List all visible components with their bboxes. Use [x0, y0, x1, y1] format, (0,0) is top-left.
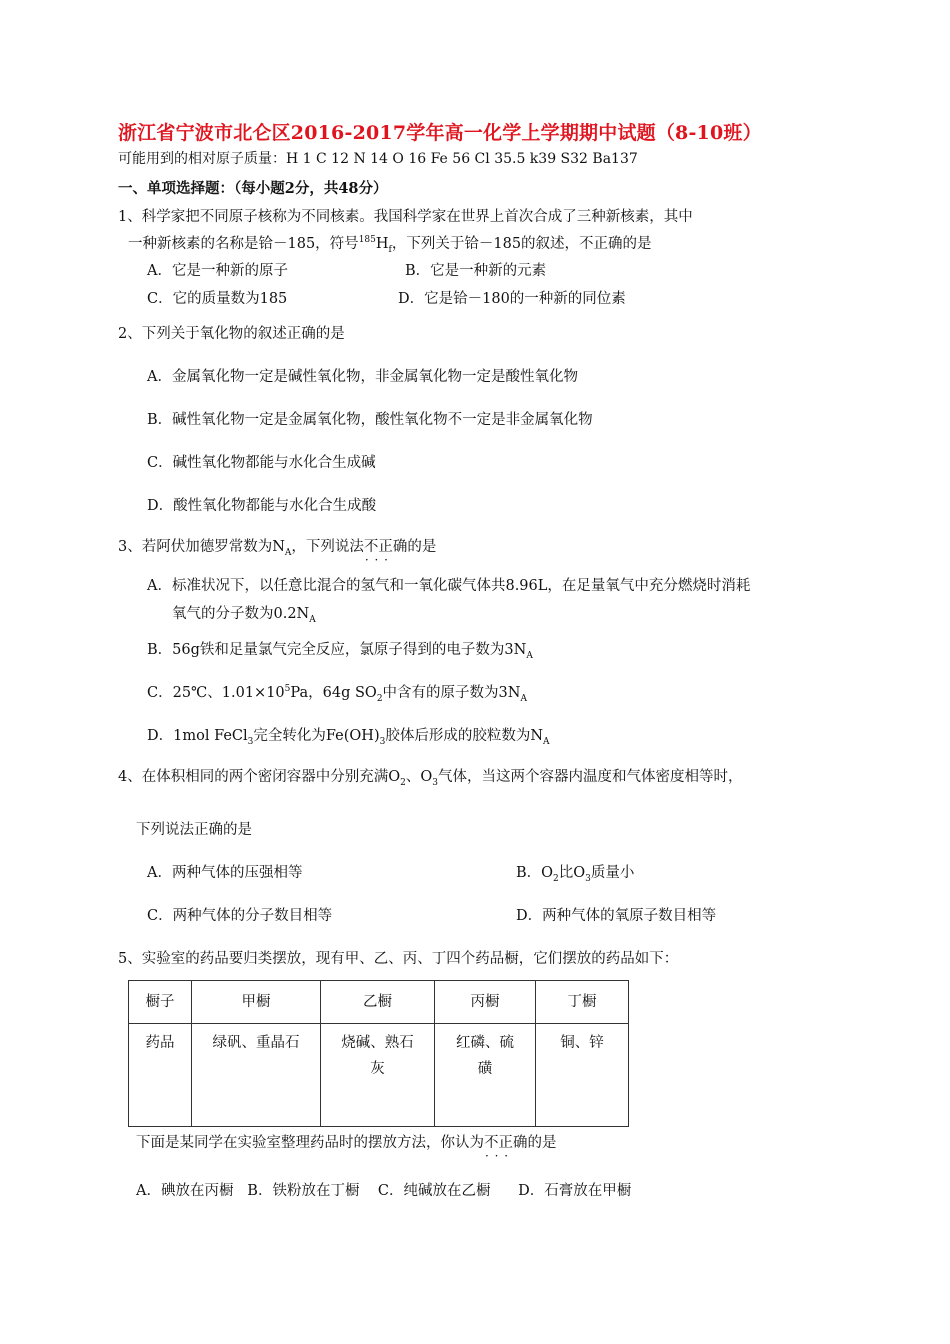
exam-title: 浙江省宁波市北仑区2016-2017学年高一化学上学期期中试题（8-10班）: [118, 122, 762, 144]
q2-option-c: C．碱性氧化物都能与水化合生成碱: [147, 455, 376, 471]
atomic-masses-line: 可能用到的相对原子质量：H 1 C 12 N 14 O 16 Fe 56 Cl 35.5 k39 S32 Ba137: [118, 151, 638, 167]
q3-option-d-b: 完全转化为Fe(OH): [253, 728, 380, 744]
q4-option-c: C．两种气体的分子数目相等: [147, 908, 333, 924]
table-cell: [435, 1024, 536, 1127]
q5-options: A．碘放在丙橱 B．铁粉放在丁橱 C．纯碱放在乙橱 D．石膏放在甲橱: [136, 1183, 632, 1199]
q3-option-d-sub3b: 3: [379, 736, 386, 747]
q3-option-c-b: Pa，64g SO: [290, 685, 377, 701]
q4-stem-line2: 下列说法正确的是: [136, 822, 252, 838]
table-cell-line: 磺: [477, 1061, 493, 1077]
q3-option-c-sub: A: [520, 693, 527, 704]
q1-stem-line1: 1、科学家把不同原子核称为不同核素。我国科学家在世界上首次合成了三种新核素，其中: [118, 209, 693, 225]
q5-followup-b: 的是: [527, 1135, 557, 1151]
q5-emphasis: 不正确 · · ·: [484, 1131, 528, 1152]
q1-symbol: H: [375, 236, 389, 252]
q1-stem-text-end: ，下列关于铪－185的叙述，不正确的是: [391, 236, 652, 252]
q4-option-b-a: B．O: [516, 865, 554, 881]
q4-option-a: A．两种气体的压强相等: [147, 865, 303, 881]
cabinet-table: [128, 980, 629, 1127]
q1-stem-line2: [128, 232, 652, 255]
table-header-cell: 甲橱: [192, 981, 321, 1024]
q3-option-a-text: 氧气的分子数为0.2N: [172, 606, 310, 622]
q3-option-a-sub: A: [309, 614, 316, 625]
q3-option-c-sup: 5: [284, 684, 291, 695]
q3-stem-b: ，下列说法: [291, 539, 364, 555]
table-row-label: 药品: [129, 1024, 192, 1127]
q3-option-d-c: 胶体后形成的胶粒数为N: [385, 728, 544, 744]
table-cell: [321, 1024, 435, 1127]
q3-option-c-sub2: 2: [376, 693, 383, 704]
q2-option-b: B．碱性氧化物一定是金属氧化物，酸性氧化物不一定是非金属氧化物: [147, 412, 593, 428]
q1-option-d: D．它是铪－180的一种新的同位素: [398, 291, 626, 307]
q4-option-b-sub2: 2: [553, 873, 559, 884]
q4-sub-3: 3: [432, 777, 438, 788]
q2-stem: 2、下列关于氧化物的叙述正确的是: [118, 326, 345, 342]
table-header-cell: 乙橱: [321, 981, 435, 1024]
table-header-cell: 丙橱: [435, 981, 536, 1024]
q3-option-a-line2: [172, 602, 316, 625]
q3-stem-sub: A: [284, 547, 292, 558]
table-cell-line: 灰: [370, 1061, 385, 1077]
q3-option-d-sub: A: [543, 736, 550, 747]
q4-option-b: [516, 861, 634, 884]
q4-sub-2: 2: [400, 777, 406, 788]
q3-option-b-text: B．56g铁和足量氯气完全反应，氯原子得到的电子数为3N: [147, 642, 527, 658]
q3-stem-c: 的是: [407, 539, 437, 555]
q3-stem: [118, 535, 436, 558]
q1-stem-text: 一种新核素的名称是铪－185，符号: [128, 236, 359, 252]
q3-option-c: [147, 681, 527, 704]
q4-option-b-b: 比O: [558, 865, 586, 881]
q3-emphasis: 不正确 · · ·: [364, 535, 408, 556]
q2-option-d: D．酸性氧化物都能与水化合生成酸: [147, 498, 377, 514]
q3-option-c-c: 中含有的原子数为3N: [382, 685, 521, 701]
q3-option-b-sub: A: [526, 650, 533, 661]
q5-followup-a: 下面是某同学在实验室整理药品时的摆放方法，你认为: [136, 1135, 484, 1151]
table-header-row: [129, 981, 629, 1024]
q3-option-b: [147, 638, 533, 661]
q4-option-b-c: 质量小: [590, 865, 635, 881]
q4-stem-line1: [118, 765, 742, 788]
table-cell: 绿矾、重晶石: [192, 1024, 321, 1127]
q1-option-b: B．它是一种新的元素: [405, 263, 547, 279]
q1-option-c: C．它的质量数为185: [147, 291, 288, 307]
table-cell: 铜、锌: [536, 1024, 629, 1127]
q1-symbol-sub: f: [388, 244, 392, 255]
q3-option-c-a: C．25℃、1.01×10: [147, 685, 285, 701]
q3-option-d-a: D．1mol FeCl: [147, 728, 248, 744]
table-cell-line: 红磷、硫: [456, 1035, 514, 1051]
q4-stem-b: 、O: [405, 769, 433, 785]
table-header-cell: 丁橱: [536, 981, 629, 1024]
q3-option-d: [147, 724, 550, 747]
q3-stem-a: 3、若阿伏加德罗常数为N: [118, 539, 285, 555]
q3-option-d-sub3: 3: [247, 736, 254, 747]
q1-mass-number: 185: [358, 235, 376, 246]
table-cell-line: 烧碱、熟石: [341, 1035, 414, 1051]
table-header-cell: 橱子: [129, 981, 192, 1024]
q5-followup: [136, 1131, 557, 1152]
q4-stem-a: 4、在体积相同的两个密闭容器中分别充满O: [118, 769, 401, 785]
section-heading: 一、单项选择题：（每小题2分，共48分）: [118, 180, 388, 197]
q3-option-a-line1: A．标准状况下，以任意比混合的氢气和一氧化碳气体共8.96L，在足量氧气中充分燃烧时消耗: [147, 578, 751, 594]
q5-stem: 5、实验室的药品要归类摆放，现有甲、乙、丙、丁四个药品橱，它们摆放的药品如下：: [118, 951, 679, 967]
table-row: [129, 1024, 629, 1127]
q2-option-a: A．金属氧化物一定是碱性氧化物，非金属氧化物一定是酸性氧化物: [147, 369, 578, 385]
q1-option-a: A．它是一种新的原子: [147, 263, 288, 279]
q4-option-b-sub3: 3: [585, 873, 591, 884]
q4-option-d: D．两种气体的氧原子数目相等: [516, 908, 717, 924]
q4-stem-c: 气体，当这两个容器内温度和气体密度相等时，: [437, 769, 743, 785]
